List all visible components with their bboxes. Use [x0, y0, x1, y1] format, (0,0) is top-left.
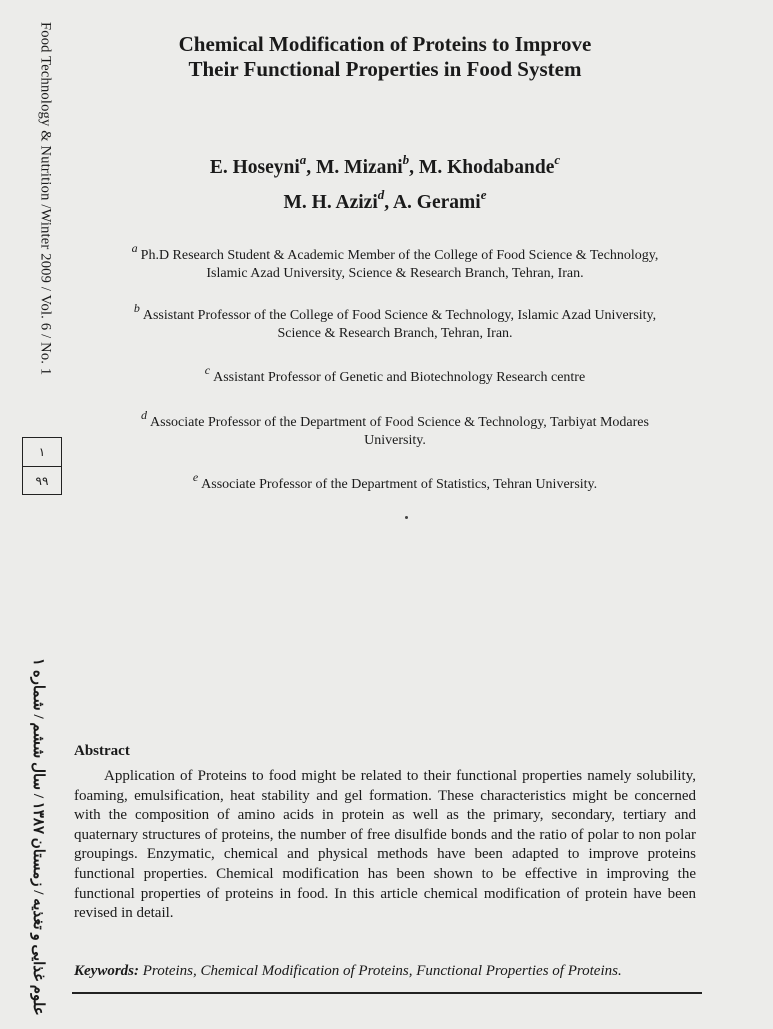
author-name: M. Khodabande: [418, 157, 555, 178]
affiliation-mark: b: [133, 301, 140, 315]
abstract-body: Application of Proteins to food might be related to their functional properties namely solubility, foaming, emulsification, heat stability and gel formation. These characteristics might be concerned with the composition of amino acids in protein as well as the primary, secondary, tertiary and quaternary structures of proteins, the number of free disulfide bonds and the ratio of polar to non polar groupings. Enzymatic, chemical and physical methods have been adapted to improve proteins functional properties. Chemical modification has been shown to be effective in improving the functional properties of proteins in food. In this article chemical modification of protein have been revised in detail.: [74, 768, 696, 922]
author-mark: d: [377, 187, 385, 202]
author-name: M. Mizani: [316, 157, 403, 178]
page-number-box: [22, 437, 62, 495]
author-name: E. Hoseyni: [209, 157, 300, 178]
keywords-label: Keywords:: [74, 963, 139, 979]
affiliation-line: Assistant Professor of Genetic and Biotechnology Research centre: [213, 370, 586, 385]
author-mark: e: [480, 187, 487, 202]
affiliation-mark: d: [141, 408, 148, 422]
author-list: [100, 146, 670, 216]
author-mark: b: [402, 152, 410, 167]
affiliation-line: Associate Professor of the Department of Food Science & Technology, Tarbiyat Modares: [150, 415, 649, 430]
title-line-1: Chemical Modification of Proteins to Improve: [178, 32, 592, 56]
affiliation-line: Associate Professor of the Department of Statistics, Tehran University.: [201, 477, 598, 492]
abstract-heading: Abstract: [74, 743, 130, 759]
decorative-dot: [405, 516, 408, 519]
keywords-line: [74, 963, 704, 980]
affiliation-line: Assistant Professor of the College of Food Science & Technology, Islamic Azad University,: [142, 308, 657, 323]
affiliation-line: University.: [364, 433, 426, 448]
affiliation-d: [100, 406, 690, 450]
author-mark: a: [299, 152, 307, 167]
bottom-rule: [72, 992, 702, 994]
affiliation-e: [100, 468, 690, 494]
affiliation-mark: a: [131, 241, 138, 255]
affiliation-line: Islamic Azad University, Science & Research Branch, Tehran, Iran.: [206, 266, 584, 281]
keywords-text: Proteins, Chemical Modification of Proteins, Functional Properties of Proteins.: [142, 963, 622, 979]
page-box-bottom: ۹۹: [35, 474, 49, 488]
persian-running-head: علوم غذایی و تغذیه / زمستان ۱۳۸۷ / سال ششم / شماره ۱: [30, 658, 46, 1016]
author-name: M. H. Azizi: [283, 192, 378, 213]
affiliation-c: [100, 361, 690, 387]
affiliation-a: [100, 239, 690, 283]
author-line-2: M. H. Azizi$^d$, A. Gerami$^e$: [283, 187, 487, 213]
affiliation-mark: c: [204, 363, 211, 377]
article-title: [100, 32, 670, 82]
title-line-2: Their Functional Properties in Food System: [188, 57, 582, 81]
author-name: A. Gerami: [392, 192, 481, 213]
affiliation-b: [100, 299, 690, 343]
journal-running-head: Food Technology & Nutrition /Winter 2009 / Vol. 6 / No. 1: [37, 22, 54, 376]
affiliation-line: Ph.D Research Student & Academic Member of the College of Food Science & Technology,: [140, 248, 659, 263]
author-line-1: E. Hoseyni$^a$, M. Mizani$^b$, M. Khodabande$^c$: [209, 152, 561, 178]
page-box-top: ١: [23, 438, 61, 467]
affiliation-mark: e: [192, 470, 199, 484]
affiliation-line: Science & Research Branch, Tehran, Iran.: [277, 326, 513, 341]
author-mark: c: [554, 152, 561, 167]
